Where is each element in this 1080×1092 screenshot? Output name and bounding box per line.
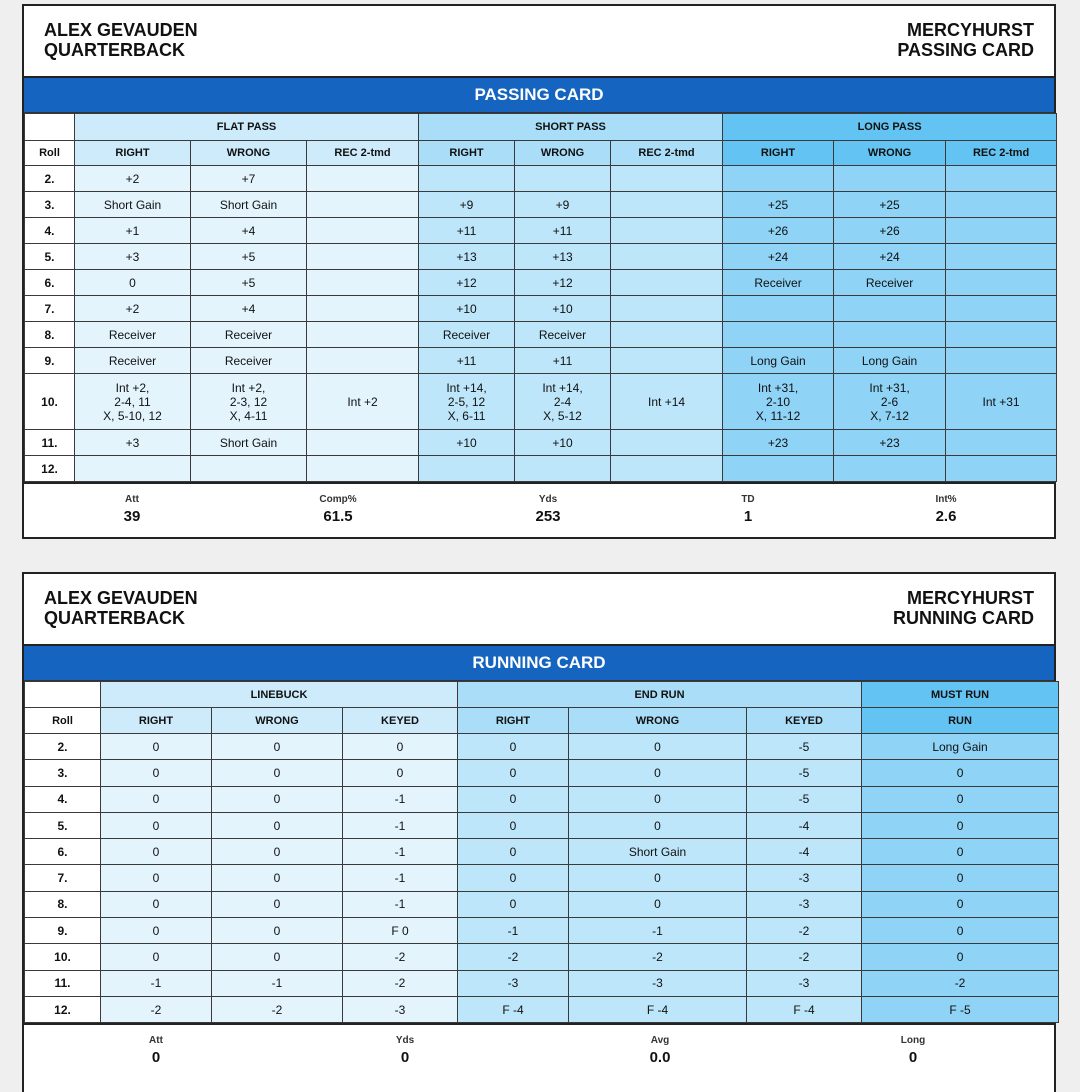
result-cell: -2 [343,944,458,970]
corner-cell [25,114,75,141]
stat-td: TD 1 [741,494,755,525]
result-cell [946,456,1057,482]
result-cell: -3 [747,865,862,891]
result-cell: Long Gain [862,734,1059,760]
result-cell: 0 [569,865,747,891]
result-cell: 0 [569,734,747,760]
result-cell [611,322,723,348]
team-info [893,588,1034,628]
result-cell [946,322,1057,348]
passing-table [24,113,1057,482]
table-row [25,430,1057,456]
result-cell: Int +31 [946,374,1057,430]
result-cell: 0 [101,891,212,917]
result-cell: 0 [101,918,212,944]
result-cell: -1 [101,970,212,996]
result-cell: F -4 [458,996,569,1022]
player-position: QUARTERBACK [44,40,185,60]
result-cell: +12 [419,270,515,296]
result-cell: 0 [212,734,343,760]
result-cell: -4 [747,812,862,838]
result-cell [611,456,723,482]
result-cell [75,456,191,482]
roll-cell: 7. [25,865,101,891]
result-cell [723,322,834,348]
group-end-run: END RUN [458,682,862,708]
result-cell: Short Gain [191,192,307,218]
result-cell: -4 [747,839,862,865]
running-banner: RUNNING CARD [24,646,1054,681]
result-cell: +25 [834,192,946,218]
result-cell: -2 [569,944,747,970]
running-stats [24,1023,1054,1080]
result-cell: 0 [343,760,458,786]
result-cell [611,270,723,296]
result-cell: 0 [343,734,458,760]
result-cell: 0 [75,270,191,296]
result-cell: +12 [515,270,611,296]
roll-cell: 4. [25,786,101,812]
result-cell: -1 [212,970,343,996]
result-cell [611,348,723,374]
roll-cell: 10. [25,374,75,430]
result-cell: -5 [747,734,862,760]
table-row [25,296,1057,322]
column-header: WRONG [569,708,747,734]
result-cell: Long Gain [834,348,946,374]
result-cell: 0 [101,734,212,760]
result-cell: +23 [723,430,834,456]
result-cell: +9 [515,192,611,218]
roll-cell: 5. [25,812,101,838]
result-cell [611,296,723,322]
column-header: RIGHT [101,708,212,734]
roll-header: Roll [25,141,75,166]
team-name: MERCYHURST [906,20,1034,40]
roll-cell: 12. [25,996,101,1022]
table-row [25,244,1057,270]
passing-banner: PASSING CARD [24,78,1054,113]
result-cell: +5 [191,270,307,296]
roll-cell: 10. [25,944,101,970]
result-cell: 0 [101,812,212,838]
column-header: WRONG [834,141,946,166]
card-type: RUNNING CARD [893,608,1034,628]
result-cell: 0 [458,839,569,865]
column-header-row [25,141,1057,166]
result-cell: +4 [191,296,307,322]
stat-avg: Avg 0.0 [649,1035,671,1067]
result-cell: 0 [212,812,343,838]
table-row [25,760,1059,786]
result-cell: -3 [343,996,458,1022]
result-cell: -2 [101,996,212,1022]
result-cell [611,430,723,456]
result-cell: -5 [747,786,862,812]
roll-header: Roll [25,708,101,734]
result-cell: -2 [747,944,862,970]
column-header: REC 2-tmd [611,141,723,166]
result-cell: Short Gain [75,192,191,218]
roll-cell: 2. [25,166,75,192]
player-info [44,588,198,628]
roll-cell: 6. [25,839,101,865]
group-linebuck: LINEBUCK [101,682,458,708]
result-cell: Receiver [515,322,611,348]
group-short-pass: SHORT PASS [419,114,723,141]
column-header: WRONG [212,708,343,734]
result-cell [946,192,1057,218]
player-name: ALEX GEVAUDEN [44,588,198,608]
result-cell: F -5 [862,996,1059,1022]
result-cell: 0 [212,786,343,812]
table-row [25,865,1059,891]
result-cell: 0 [212,918,343,944]
table-row [25,348,1057,374]
result-cell [946,348,1057,374]
result-cell: Int +2, 2-4, 11 X, 5-10, 12 [75,374,191,430]
running-card-header [24,574,1054,646]
result-cell: +13 [419,244,515,270]
result-cell: 0 [862,812,1059,838]
column-header: KEYED [747,708,862,734]
table-row [25,839,1059,865]
result-cell: 0 [101,760,212,786]
result-cell: Short Gain [569,839,747,865]
column-header: RUN [862,708,1059,734]
result-cell: 0 [862,944,1059,970]
column-header: REC 2-tmd [946,141,1057,166]
result-cell [307,166,419,192]
result-cell: 0 [569,760,747,786]
result-cell: +5 [191,244,307,270]
result-cell [307,270,419,296]
result-cell [307,430,419,456]
stat-comp-pct: Comp% 61.5 [319,494,357,525]
table-row [25,270,1057,296]
stat-yds: Yds 0 [395,1035,415,1067]
result-cell: -5 [747,760,862,786]
result-cell [946,244,1057,270]
result-cell: 0 [101,944,212,970]
result-cell [515,456,611,482]
column-header-row [25,708,1059,734]
result-cell: 0 [458,734,569,760]
result-cell: +10 [419,296,515,322]
result-cell: 0 [212,839,343,865]
stat-att: Att 0 [149,1035,163,1067]
table-row [25,944,1059,970]
result-cell: 0 [862,918,1059,944]
result-cell: 0 [212,760,343,786]
result-cell [834,322,946,348]
result-cell: F -4 [747,996,862,1022]
result-cell: Int +2, 2-3, 12 X, 4-11 [191,374,307,430]
column-header: RIGHT [458,708,569,734]
result-cell: +4 [191,218,307,244]
team-info [897,20,1034,60]
result-cell: -1 [343,891,458,917]
team-name: MERCYHURST [906,588,1034,608]
result-cell: -2 [212,996,343,1022]
result-cell: 0 [862,760,1059,786]
result-cell: Int +14, 2-5, 12 X, 6-11 [419,374,515,430]
result-cell: 0 [212,944,343,970]
result-cell: 0 [458,865,569,891]
result-cell [307,192,419,218]
result-cell [419,166,515,192]
result-cell [946,270,1057,296]
result-cell [419,456,515,482]
table-row [25,192,1057,218]
result-cell: 0 [862,891,1059,917]
column-header: KEYED [343,708,458,734]
result-cell: Int +14 [611,374,723,430]
result-cell [611,244,723,270]
roll-cell: 5. [25,244,75,270]
result-cell: 0 [862,839,1059,865]
passing-stats [24,482,1054,539]
result-cell: +10 [515,430,611,456]
table-row [25,891,1059,917]
result-cell [834,296,946,322]
result-cell [946,430,1057,456]
result-cell: 0 [862,865,1059,891]
result-cell [723,296,834,322]
stat-yds: Yds 253 [535,494,561,525]
result-cell: 0 [458,812,569,838]
result-cell: +9 [419,192,515,218]
result-cell: +7 [191,166,307,192]
result-cell: +11 [515,348,611,374]
result-cell: 0 [101,839,212,865]
result-cell: +11 [419,348,515,374]
result-cell: +11 [419,218,515,244]
result-cell [515,166,611,192]
roll-cell: 3. [25,192,75,218]
result-cell: +3 [75,244,191,270]
player-name: ALEX GEVAUDEN [44,20,198,40]
roll-cell: 9. [25,918,101,944]
result-cell: 0 [212,865,343,891]
result-cell: Long Gain [723,348,834,374]
result-cell: 0 [458,786,569,812]
result-cell: Int +2 [307,374,419,430]
result-cell: -3 [569,970,747,996]
result-cell [946,166,1057,192]
result-cell [611,218,723,244]
result-cell: Receiver [191,322,307,348]
roll-cell: 2. [25,734,101,760]
roll-cell: 11. [25,430,75,456]
player-info [44,20,198,60]
table-row [25,970,1059,996]
table-row [25,456,1057,482]
roll-cell: 7. [25,296,75,322]
result-cell: 0 [569,812,747,838]
passing-card-header [24,6,1054,78]
result-cell: 0 [862,786,1059,812]
result-cell: 0 [569,786,747,812]
result-cell: 0 [101,786,212,812]
result-cell: Receiver [419,322,515,348]
table-row [25,166,1057,192]
result-cell: -1 [343,812,458,838]
result-cell: -3 [747,891,862,917]
column-header: WRONG [515,141,611,166]
result-cell: +3 [75,430,191,456]
result-cell [611,192,723,218]
result-cell: +24 [723,244,834,270]
stat-int-pct: Int% 2.6 [935,494,957,525]
result-cell [307,244,419,270]
result-cell: F -4 [569,996,747,1022]
result-cell: Receiver [834,270,946,296]
result-cell [307,218,419,244]
corner-cell [25,682,101,708]
roll-cell: 9. [25,348,75,374]
table-row [25,218,1057,244]
result-cell: +11 [515,218,611,244]
result-cell: -1 [343,786,458,812]
result-cell [834,166,946,192]
result-cell [191,456,307,482]
running-card [22,572,1056,1092]
result-cell: +10 [515,296,611,322]
result-cell: +25 [723,192,834,218]
result-cell: Int +14, 2-4 X, 5-12 [515,374,611,430]
result-cell: -2 [343,970,458,996]
result-cell: -2 [862,970,1059,996]
column-header: RIGHT [75,141,191,166]
table-row [25,734,1059,760]
result-cell: -2 [747,918,862,944]
result-cell: Receiver [723,270,834,296]
roll-cell: 12. [25,456,75,482]
result-cell: Int +31, 2-10 X, 11-12 [723,374,834,430]
passing-card [22,4,1056,539]
result-cell: +10 [419,430,515,456]
table-row [25,812,1059,838]
result-cell: +1 [75,218,191,244]
result-cell: +13 [515,244,611,270]
result-cell: Receiver [191,348,307,374]
column-header: RIGHT [723,141,834,166]
result-cell [307,456,419,482]
result-cell: -2 [458,944,569,970]
result-cell [723,166,834,192]
result-cell: -3 [747,970,862,996]
group-must-run: MUST RUN [862,682,1059,708]
result-cell: +2 [75,166,191,192]
result-cell [307,348,419,374]
result-cell [946,218,1057,244]
table-row [25,374,1057,430]
result-cell: Short Gain [191,430,307,456]
roll-cell: 8. [25,891,101,917]
table-row [25,322,1057,348]
stat-long: Long 0 [900,1035,926,1067]
roll-cell: 4. [25,218,75,244]
result-cell: +2 [75,296,191,322]
result-cell [307,296,419,322]
result-cell [307,322,419,348]
roll-cell: 11. [25,970,101,996]
column-header: WRONG [191,141,307,166]
result-cell: -1 [569,918,747,944]
player-position: QUARTERBACK [44,608,185,628]
card-type: PASSING CARD [897,40,1034,60]
result-cell: -1 [343,865,458,891]
result-cell [834,456,946,482]
running-table [24,681,1059,1023]
stat-att: Att 39 [123,494,141,525]
result-cell: Receiver [75,322,191,348]
result-cell: 0 [458,891,569,917]
result-cell: Receiver [75,348,191,374]
result-cell [723,456,834,482]
group-flat-pass: FLAT PASS [75,114,419,141]
result-cell: -1 [343,839,458,865]
result-cell: 0 [101,865,212,891]
result-cell: +26 [723,218,834,244]
result-cell: +24 [834,244,946,270]
result-cell: +23 [834,430,946,456]
result-cell: 0 [212,891,343,917]
table-row [25,996,1059,1022]
result-cell [611,166,723,192]
table-row [25,786,1059,812]
roll-cell: 8. [25,322,75,348]
result-cell: 0 [458,760,569,786]
result-cell: Int +31, 2-6 X, 7-12 [834,374,946,430]
result-cell [946,296,1057,322]
result-cell: +26 [834,218,946,244]
group-long-pass: LONG PASS [723,114,1057,141]
column-header: RIGHT [419,141,515,166]
result-cell: -3 [458,970,569,996]
roll-cell: 6. [25,270,75,296]
roll-cell: 3. [25,760,101,786]
column-header: REC 2-tmd [307,141,419,166]
result-cell: -1 [458,918,569,944]
result-cell: 0 [569,891,747,917]
table-row [25,918,1059,944]
result-cell: F 0 [343,918,458,944]
